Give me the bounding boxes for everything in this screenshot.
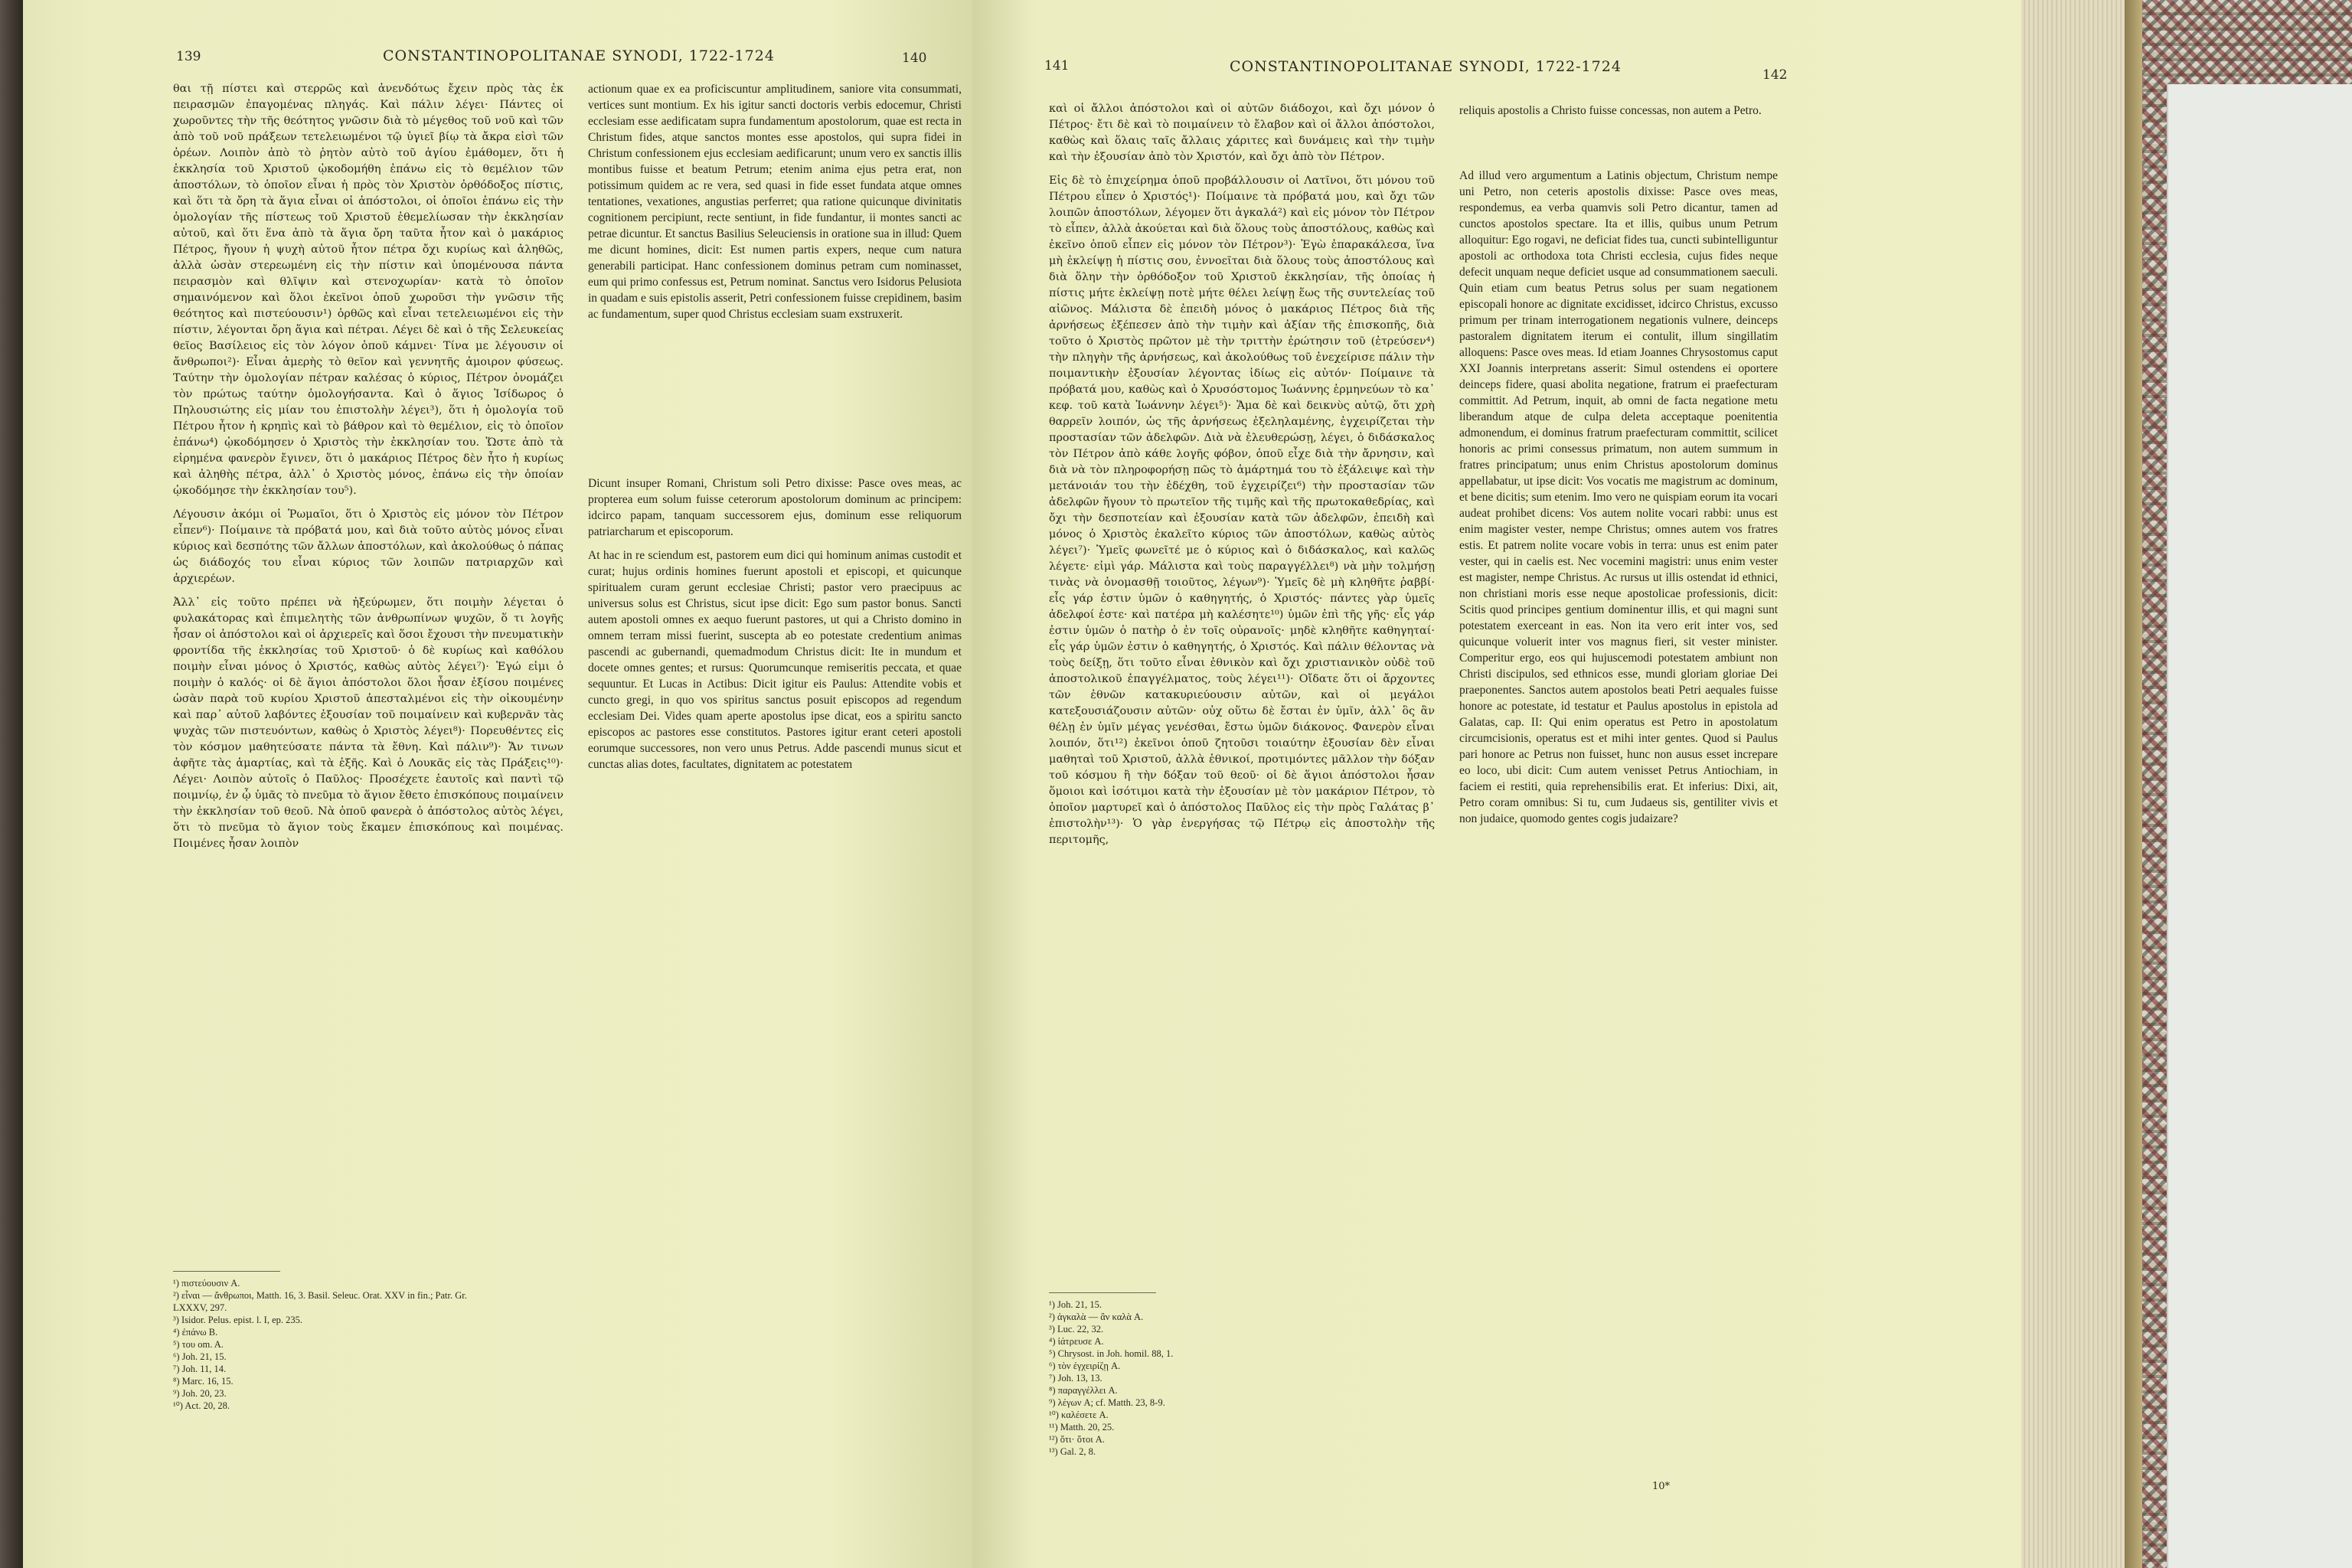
desk-shadow [0,0,23,1568]
page-number-140: 140 [902,51,927,66]
footnotes-right [1049,1298,1370,1458]
running-header-right: CONSTANTINOPOLITANAE SYNODI, 1722-1724 [1230,58,1622,75]
footnote: ⁹) Joh. 20, 23. [173,1388,227,1399]
greek-text-column-left [173,81,564,860]
greek-paragraph: θαι τῇ πίστει καὶ στερρῶς καὶ ἀνενδότως ἔχειν πρὸς τὰς ἐκ πειρασμῶν ἐπαγομένας πληγάς. Καὶ πάλιν λέγει· Πάντες οἱ χωροῦντες τὴν τῆς θεότητος γνῶσιν διὰ τὸ μέγεθος τοῦ νοῦ καὶ τῶν ἀπὸ τοῦ νοῦ πράξεων τετελειωμένοι τῷ ὑγιεῖ βίῳ τὰ ἄκρα εἰσὶ τῶν ὀρέων. Λοιπὸν ἀπὸ τὸ ῥητὸν αὐτὸ τοῦ ἁγίου ἐμάθομεν, ὅτι ἡ ἐκκλησία τοῦ Χριστοῦ ᾠκοδομήθη ἐπάνω εἰς τὸ θεμέλιον τῶν ἀποστόλων, τὸ ὁποῖον εἶναι ἡ πρὸς τὸν Χριστὸν ὀρθόδοξος πίστις, καὶ ὅτι τὰ ὄρη τὰ ἅγια εἶναι οἱ ἀπόστολοι, οἱ ὁποῖοι ἐπάνω εἰς τὴν ὁμολογίαν τῆς πίστεως τοῦ Χριστοῦ ἐθεμελίωσαν τὴν ἐκκλησίαν αὐτοῦ, καὶ ὅτι ἕνα ἀπὸ τὰ ἅγια ὄρη ταῦτα ἦτον καὶ ὁ μακάριος Πέτρος, ἤγουν ἡ ψυχὴ αὐτοῦ ἦτον πέτρα ὄχι κυρίως καὶ ἀληθῶς, ἀλλὰ ὡσὰν στερεωμένη εἰς τὴν πίστιν καὶ ὑπομένουσα πάντα πειρασμὸν καὶ θλῖψιν καὶ στενοχωρίαν· κατὰ τὸ ὁποῖον σημαινόμενον καὶ ὅλοι ἐκεῖνοι ὁποῦ χωροῦσι τὴν γνῶσιν τῆς θεότητος καὶ πιστεύουσιν¹) ὀρθῶς καὶ εἶναι τετελειωμένοι εἰς τὴν πίστιν, λέγονται ὄρη ἅγια καὶ πέτραι. Λέγει δὲ καὶ ὁ τῆς Σελευκείας θεῖος Βασίλειος εἰς τὸν λόγον ὁποῦ κάμνει· Τίνα με λέγουσιν οἱ ἄνθρωποι²)· Εἶναι ἀμερὴς τὸ θεῖον καὶ γεννητῆς ἀμοιρον φύσεως. Ταύτην τὴν ὁμολογίαν πέτραν καλέσας ὁ κύριος, Πέτρον ὀνομάζει τὸν πρώτως ταύτην ὁμολογήσαντα. Καὶ ὁ ἅγιος Ἰσίδωρος ὁ Πηλουσιώτης εἰς μίαν του ἐπιστολὴν λέγει³), ὅτι ἡ ὁμολογία τοῦ Πέτρου ἦτον ἡ κρηπὶς καὶ τὸ βάθρον καὶ τὸ θεμέλιον, εἰς τὸ ὁποῖον ἐπάνω⁴) ᾠκοδόμησεν ὁ Χριστὸς τὴν ἐκκλησίαν του. Ὥστε ἀπὸ τὰ εἰρημένα φανερὸν ἔγινεν, ὅτι ὁ μακάριος Πέτρος δὲν ἦτο ἡ κυρίως καὶ ἀληθὴς πέτρα, ἀλλ᾽ ὁ Χριστὸς μόνος, ἐπάνω εἰς τὴν ὁποίαν ᾠκοδόμησε τὴν ἐκκλησίαν του⁵). [173,83,564,497]
footnote: ⁶) τὸν ἐγχειρίζῃ A. [1049,1361,1121,1371]
greek-paragraph: Ἀλλ᾽ εἰς τοῦτο πρέπει νὰ ἠξεύρωμεν, ὅτι ποιμὴν λέγεται ὁ φυλακάτορας καὶ ἐπιμελητὴς τῶν ἀνθρωπίνων ψυχῶν, ὅ τι λογῆς ἦσαν οἱ ἀπόστολοι καὶ οἱ ἀρχιερεῖς καὶ ὅσοι ἔχουσι τὴν πνευματικὴν φροντίδα τῆς ἐκκλησίας τοῦ Χριστοῦ· ὁ δὲ κυρίως καὶ καθόλου ποιμὴν εἶναι μόνος ὁ Χριστός, καθὼς αὐτὸς λέγει⁷)· Ἐγώ εἰμι ὁ ποιμὴν ὁ καλός· οἱ δὲ ἅγιοι ἀπόστολοι ὅλοι ἦσαν ἐξίσου ποιμένες ὡσὰν παρὰ τοῦ κυρίου Χριστοῦ ἀπεσταλμένοι εἰς τὴν οἰκουμένην καὶ παρ᾽ αὐτοῦ λαβόντες ἐξουσίαν τοῦ ποιμαίνειν καὶ κυβερνᾶν τὰς ψυχὰς τῶν πιστευόντων, καθὼς ὁ Χριστὸς λέγει⁸)· Πορευθέντες εἰς τὸν κόσμον μαθητεύσατε πάντα τὰ ἔθνη. Καὶ πάλιν⁹)· Ἄν τινων ἀφῆτε τὰς ἁμαρτίας, καὶ τὰ ἑξῆς. Καὶ ὁ Λουκᾶς εἰς τὰς Πράξεις¹⁰)· Λέγει· Λοιπὸν αὐτοῖς ὁ Παῦλος· Προσέχετε ἑαυτοῖς καὶ παντὶ τῷ ποιμνίῳ, ἐν ᾧ ὑμᾶς τὸ πνεῦμα τὸ ἅγιον ἔθετο ἐπισκόπους ποιμαίνειν τὴν ἐκκλησίαν τοῦ θεοῦ. Νὰ ὁποῦ φανερὰ ὁ ἀπόστολος αὐτὸς λέγει, ὅτι τὸ πνεῦμα τὸ ἅγιον τοὺς ἔκαμεν ἐπισκόπους καὶ ποιμένας. Ποιμένες ἦσαν λοιπὸν [173,596,564,850]
latin-paragraph: Ad illud vero argumentum a Latinis objectum, Christum nempe uni Petro, non ceteris apostolis dixisse: Pasce oves meas, respondemus, ea verba quamvis soli Petro dicantur, tamen ad cunctos apostolos spectare. Ita et illis, quibus unum Petrum alloquitur: Ego rogavi, ne deficiat fides tua, cuncti subintelliguntur apostoli ac orthodoxa tota Christi ecclesia, cujus fides neque defecit unquam neque deficiet usque ad consummationem saeculi. Quin etiam cum beatus Petrus solus per suam negationem episcopali honore ac dignitate excidisset, idcirco Christus, excusso primum per trinam interrogationem negationis vulnere, deinceps pastoralem dignitatem iterum ei contulit, illum singillatim alloquens: Pasce oves meas. Id etiam Joannes Chrysostomus caput XXI Joannis interpretans asserit: Simul ostendens ei oportere deinceps fidere, quasi abolita negatione, fratrum ei praefecturam committit. Ad Petrum, inquit, ab omni de facta negatione metu liberandum atque de culpa deleta acceptaque poenitentia admonendum, ei dominus fratrum praefecturam committit, scilicet honoris ac primi consessus primatum, non autem summum in fratres principatum; unus enim Christus apostolorum dominus appellabatur, ut ipse dicit: Vos vocatis me magistrum ac dominum, et bene dicitis; sum etenim. Imo vero ne quispiam eorum ita vocari audeat prohibet dicens: Vos autem nolite vocari rabbi: unus est enim magister vester, nempe Christus; omnes autem vos fratres estis. Et patrem nolite vocare vobis in terra: unus est enim pater vester, qui in caelis est. Nec vocemini magistri: unus enim vester est magister, nempe Christus. Ac rursus ut illis ostendat id ethnici, non christiani moris esse neque apostolicae professionis, dicit: Scitis quod principes gentium dominentur illis, et qui magni sunt potestatem exerceant in eas. Non ita vero erit inter vos, sed quicunque voluerit inter vos magnus fieri, sit vester minister. Comperitur ergo, eos qui hujuscemodi potestatem ambiunt non Christi discipulos, sed ethnicos esse, mundi gloriam gloriae Dei praeponentes. Sanctos autem apostolos beati Petri aequales fuisse honore ac potestate, id testatur et Paulus apostolus in epistola ad Galatas, cap. II: Qui enim operatus est Petro in apostolatum circumcisionis, operatus est et mihi inter gentes. Quod si Paulus pari honore ac Petrus non fuisset, hunc non ausus esset increpare eo loco, ubi dicit: Cum autem venisset Petrus Antiochiam, in faciem ei restiti, quia reprehensibilis erat. Et inferius: Dixi, ait, Petro coram omnibus: Si tu, cum Judaeus sis, gentiliter vivis et non judaice, quomodo gentes cogis judaizare? [1459,169,1778,825]
footnote: ³) Isidor. Pelus. epist. l. I, ep. 235. [173,1315,303,1325]
latin-paragraph: actionum quae ex ea proficiscuntur amplitudinem, saniore vita consummati, vertices sunt montium. Ex his igitur sancti doctoris verbis edocemur, Christi ecclesiam esse aedificatam supra fundamentum apostolorum, quae est recta in Christum fides, atque sanctos montes esse apostolos, qui supra fidei in Christum confessionem ejus ecclesiam aedificarunt; unum vero ex sanctis illis montibus fuisse et beatum Petrum; etenim anima ejus petra erat, non potissimum quidem ac re vera, sed quasi in fide esset fundata atque omnes tentationes, vexationes, angustias perferret; qua ratione quicunque divinitatis cognitionem percipiunt, recte sentiunt, in fide fundantur, ii montes sancti ac petrae dicuntur. Et sanctus Basilius Seleuciensis in oratione sua in illud: Quem me dicunt homines, dicit: Est numen partis expers, neque cum natura generabili participat. Hanc confessionem dominus petram cum nominasset, eum qui primo confessus est, Petrum nominat. Sanctus vero Isidorus Pelusiota in quadam e suis epistolis asserit, Petri confessionem fuisse crepidinem, basim ac fundamentum, super quod Christus ecclesiam suam exstruxerit. [588,83,962,321]
footnote: ⁶) Joh. 21, 15. [173,1351,227,1362]
footnote: ¹²) ὅτι· ὅτοι A. [1049,1434,1105,1445]
footnote: ¹) πιστεύουσιν A. [173,1278,240,1289]
page-number-139: 139 [176,49,201,64]
footnote: ⁸) παραγγέλλει A. [1049,1385,1118,1396]
left-page [23,0,972,1568]
footnote: ⁹) λέγων A; cf. Matth. 23, 8-9. [1049,1397,1165,1408]
footnote: ⁷) Joh. 13, 13. [1049,1373,1102,1383]
greek-paragraph: Λέγουσιν ἀκόμι οἱ Ῥωμαῖοι, ὅτι ὁ Χριστὸς εἰς μόνον τὸν Πέτρον εἶπεν⁶)· Ποίμαινε τὰ πρόβατά μου, καὶ διὰ τοῦτο αὐτὸς μόνος εἶναι κύριος καὶ δεσπότης τῶν ἄλλων ἀποστόλων, καὶ ἀκολούθως ὁ πάπας ὡς διάδοχός του εἶναι κύριος τῶν λοιπῶν πατριαρχῶν καὶ ἀρχιερέων. [173,508,564,585]
page-edges [2021,0,2125,1568]
white-paper-under-book [2167,84,2352,1568]
greek-paragraph: καὶ οἱ ἄλλοι ἀπόστολοι καὶ οἱ αὐτῶν διάδοχοι, καὶ ὄχι μόνον ὁ Πέτρος· ἔτι δὲ καὶ τὸ ποιμαίνειν τὸ ἔλαβον καὶ οἱ ἄλλοι ἀπόστολοι, καθὼς καὶ ὅλαις ταῖς ἄλλαις χάριτες καὶ δυνάμεις καὶ τὴν τιμὴν καὶ τὴν ἐξουσίαν ἀπὸ τὸν Χριστόν, καὶ ὄχι ἀπὸ τὸν Πέτρον. [1049,103,1435,163]
page-number-141: 141 [1044,58,1070,74]
footnotes-left [173,1277,495,1412]
greek-paragraph: Εἰς δὲ τὸ ἐπιχείρημα ὁποῦ προβάλλουσιν οἱ Λατῖνοι, ὅτι μόνου τοῦ Πέτρου εἶπεν ὁ Χριστός¹)· Ποίμαινε τὰ πρόβατά μου, καὶ ὄχι τῶν λοιπῶν ἀποστόλων, λέγομεν ὅτι ἀγκαλά²) καὶ εἰς μόνον τὸν Πέτρον τὸ εἶπεν, ἀλλὰ ἀκούεται καὶ διὰ ὅλους τοὺς ἀποστόλους, καθὼς καὶ ἐκεῖνο ὁποῦ εἶπεν εἰς μόνον τὸν Πέτρον³)· Ἐγὼ ἐπαρακάλεσα, ἵνα μὴ ἐκλείψῃ ἡ πίστις σου, ἐννοεῖται διὰ ὅλους τοὺς ἀποστόλους καὶ διὰ ὅλην τὴν ὀρθόδοξον τοῦ Χριστοῦ ἐκκλησίαν, τῆς ὁποίας ἡ πίστις μήτε ἐκλείψῃ ποτὲ μήτε θέλει λείψῃ ἕως τῆς συντελείας τοῦ αἰῶνος. Μάλιστα δὲ ἐπειδὴ μόνος ὁ μακάριος Πέτρος διὰ τῆς ἀρνήσεως ἐξέπεσεν ἀπὸ τὴν τιμὴν καὶ ἀξίαν τῆς ἐπισκοπῆς, διὰ τοῦτο ὁ Χριστὸς πρῶτον μὲ τὴν τριττὴν ἐρώτησιν τοῦ (ἐτρεύσεν⁴) τὴν πληγὴν τῆς ἀρνήσεως, καὶ ἀκολούθως τοῦ ἐνεχείρισε πάλιν τὴν ποιμαντικὴν ἐξουσίαν λέγοντας ἰδίως εἰς αὐτόν· Ποίμαινε τὰ πρόβατά μου, καθὼς καὶ ὁ Χρυσόστομος Ἰωάννης ἑρμηνεύων τὸ κα᾽ κεφ. τοῦ κατὰ Ἰωάννην λέγει⁵)· Ἅμα δὲ καὶ δεικνὺς αὐτῷ, ὅτι χρὴ θαρρεῖν λοιπόν, ὡς τῆς ἀρνήσεως ἐξεληλαμένης, ἐγχειρίζεται τὴν προστασίαν τῶν ἀδελφῶν. Διὰ νὰ ἐλευθερώσῃ, λέγει, ὁ διδάσκαλος τὸν Πέτρον ἀπὸ κάθε λογῆς φόβον, ὁποῦ εἶχε διὰ τὴν ἄρνησιν, καὶ διὰ νὰ τὸν πληροφορήσῃ πῶς τὸ ἁμάρτημά του τὸ ἐξάλειψε καὶ τὴν μετάνοιάν του τὴν ἐδέχθη, τοῦ ἐγχειρίζει⁶) τὴν προστασίαν τῶν ἀδελφῶν ἤγουν τὸ πρωτεῖον τῆς τιμῆς καὶ τῆς πρωτοκαθεδρίας, καὶ ὄχι τὴν δεσποτείαν καὶ ἐξουσίαν κατὰ τῶν ἀδελφῶν, ἐπειδὴ καὶ μόνος ὁ Χριστὸς ἐκαλεῖτο κύριος τῶν ἀποστόλων, καθὼς αὐτὸς λέγει⁷)· Ὑμεῖς φωνεῖτέ με ὁ κύριος καὶ ὁ διδάσκαλος, καὶ καλῶς λέγετε· εἰμὶ γάρ. Μάλιστα καὶ τοὺς παραγγέλλει⁸) νὰ μὴν τολμήσῃ τινὰς νὰ ὀνομασθῇ τοιοῦτος, λέγων⁹)· Ὑμεῖς δὲ μὴ κληθῆτε ῥαββί· εἷς γάρ ἐστιν ὑμῶν ὁ καθηγητής, ὁ Χριστός· πάντες γὰρ ὑμεῖς ἀδελφοί ἐστε· καὶ πατέρα μὴ καλέσητε¹⁰) ὑμῶν ἐπὶ τῆς γῆς· εἷς γάρ ἐστιν ὑμῶν ὁ πατὴρ ὁ ἐν τοῖς οὐρανοῖς· μηδὲ κληθῆτε καθηγηταί· εἷς γάρ ὑμῶν ἐστιν ὁ καθηγητής, ὁ Χριστός. Καὶ πάλιν θέλοντας νὰ τοὺς δείξῃ, ὅτι τοῦτο εἶναι ἐθνικὸν καὶ ὄχι χριστιανικὸν οὐδὲ τοῦ ἀποστολικοῦ ἐπαγγέλματος, τοὺς λέγει¹¹)· Οἴδατε ὅτι οἱ ἄρχοντες τῶν ἐθνῶν κατακυριεύουσιν αὐτῶν, καὶ οἱ μεγάλοι κατεξουσιάζουσιν αὐτῶν· οὐχ οὕτω δὲ ἔσται ἐν ὑμῖν, ἀλλ᾽ ὃς ἂν θέλῃ ἐν ὑμῖν μέγας γενέσθαι, ἔστω ὑμῶν διάκονος. Φανερὸν εἶναι λοιπόν, ὅτι¹²) ἐκεῖνοι ὁποῦ ζητοῦσι τοιαύτην ἐξουσίαν δὲν εἶναι μαθηταὶ τοῦ Χριστοῦ, ἀλλὰ ἐθνικοί, προτιμόντες μᾶλλον τὴν δόξαν τοῦ κόσμου ἢ τὴν δόξαν τοῦ θεοῦ· οἱ δὲ ἅγιοι ἀπόστολοι ἦσαν ὅμοιοι καὶ ἰσότιμοι κατὰ τὴν ἐξουσίαν μὲ τὸν μακάριον Πέτρον, τὸ ὁποῖον μαρτυρεῖ καὶ ὁ ἀπόστολος Παῦλος εἰς τὴν πρὸς Γαλάτας β᾽ ἐπιστολὴν¹³)· Ὁ γὰρ ἐνεργήσας τῷ Πέτρῳ εἰς ἀποστολὴν τῆς περιτομῆς, [1049,175,1435,846]
footnote-rule [173,1271,280,1272]
footnote: ³) Luc. 22, 32. [1049,1324,1104,1334]
footnote: ¹¹) Matth. 20, 25. [1049,1422,1115,1432]
page-number-142: 142 [1762,67,1788,83]
footnote: ¹) Joh. 21, 15. [1049,1299,1102,1310]
latin-paragraph: Dicunt insuper Romani, Christum soli Petro dixisse: Pasce oves meas, ac propterea eum solum fuisse ceterorum apostolorum dominum ac principem: idcirco papam, tanquam successorem ejus, dominum esse reliquorum patriarcharum et episcoporum. [588,477,962,538]
footnote: ⁵) Chrysost. in Joh. homil. 88, 1. [1049,1348,1174,1359]
footnote: ⁴) ἰάτρευσε A. [1049,1336,1104,1347]
latin-paragraph: At hac in re sciendum est, pastorem eum dici qui hominum animas custodit et curat; hujus ordinis homines fuerunt apostoli et episcopi, et quicunque spiritualem curam gerunt ecclesiae Christi; pastor vero praecipuus ac universus solus est Christus, sicut ipse dicit: Ego sum pastor bonus. Sancti autem apostoli omnes ex aequo fuerunt pastores, ut qui a Christo domino in omnem terram missi fuerint, suscepta ab eo potestate credentium animas pascendi ac gubernandi, quemadmodum Christus dicit: Ite in mundum et docete omnes gentes; et rursus: Quorumcunque remiseritis peccata, et quae sequuntur. Et Lucas in Actibus: Dicit igitur eis Paulus: Attendite vobis et cuncto gregi, in quo vos spiritus sanctus posuit episcopos ad regendum ecclesiam Dei. Vides quam aperte apostolus ipse dicat, eos a spiritu sancto episcopos ac pastores esse constitutos. Pastores igitur erant ceteri apostoli eorumque successores, non vero unus Petrus. Adde pascendi munus sicut et cunctas alias dotes, facultates, dignitatem ac potestatem [588,549,962,771]
footnote: ⁵) του om. A. [173,1339,224,1350]
footnote: ¹⁰) καλέσετε A. [1049,1410,1109,1420]
latin-text-column-left [588,81,962,780]
footnote: ⁷) Joh. 11, 14. [173,1364,227,1374]
running-header-left: CONSTANTINOPOLITANAE SYNODI, 1722-1724 [383,47,775,64]
footnote: ²) ἀγκαλὰ — ἂν καλὰ A. [1049,1312,1144,1322]
footnote: ²) εἶναι — ἄνθρωποι, Matth. 16, 3. Basil. Seleuc. Orat. XXV in fin.; Patr. Gr. LXXXV, 297. [173,1290,467,1313]
footnote: ¹⁰) Act. 20, 28. [173,1400,230,1411]
signature-mark: 10* [1652,1481,1671,1492]
greek-text-column-right [1049,101,1435,856]
footnote: ⁴) ἐπάνω B. [173,1327,218,1338]
footnote-rule [1049,1292,1156,1293]
footnote: ⁸) Marc. 16, 15. [173,1376,234,1387]
footnote: ¹³) Gal. 2, 8. [1049,1446,1096,1457]
latin-paragraph: reliquis apostolis a Christo fuisse concessas, non autem a Petro. [1459,104,1762,117]
latin-text-column-right [1459,103,1778,835]
right-page [972,0,2021,1568]
